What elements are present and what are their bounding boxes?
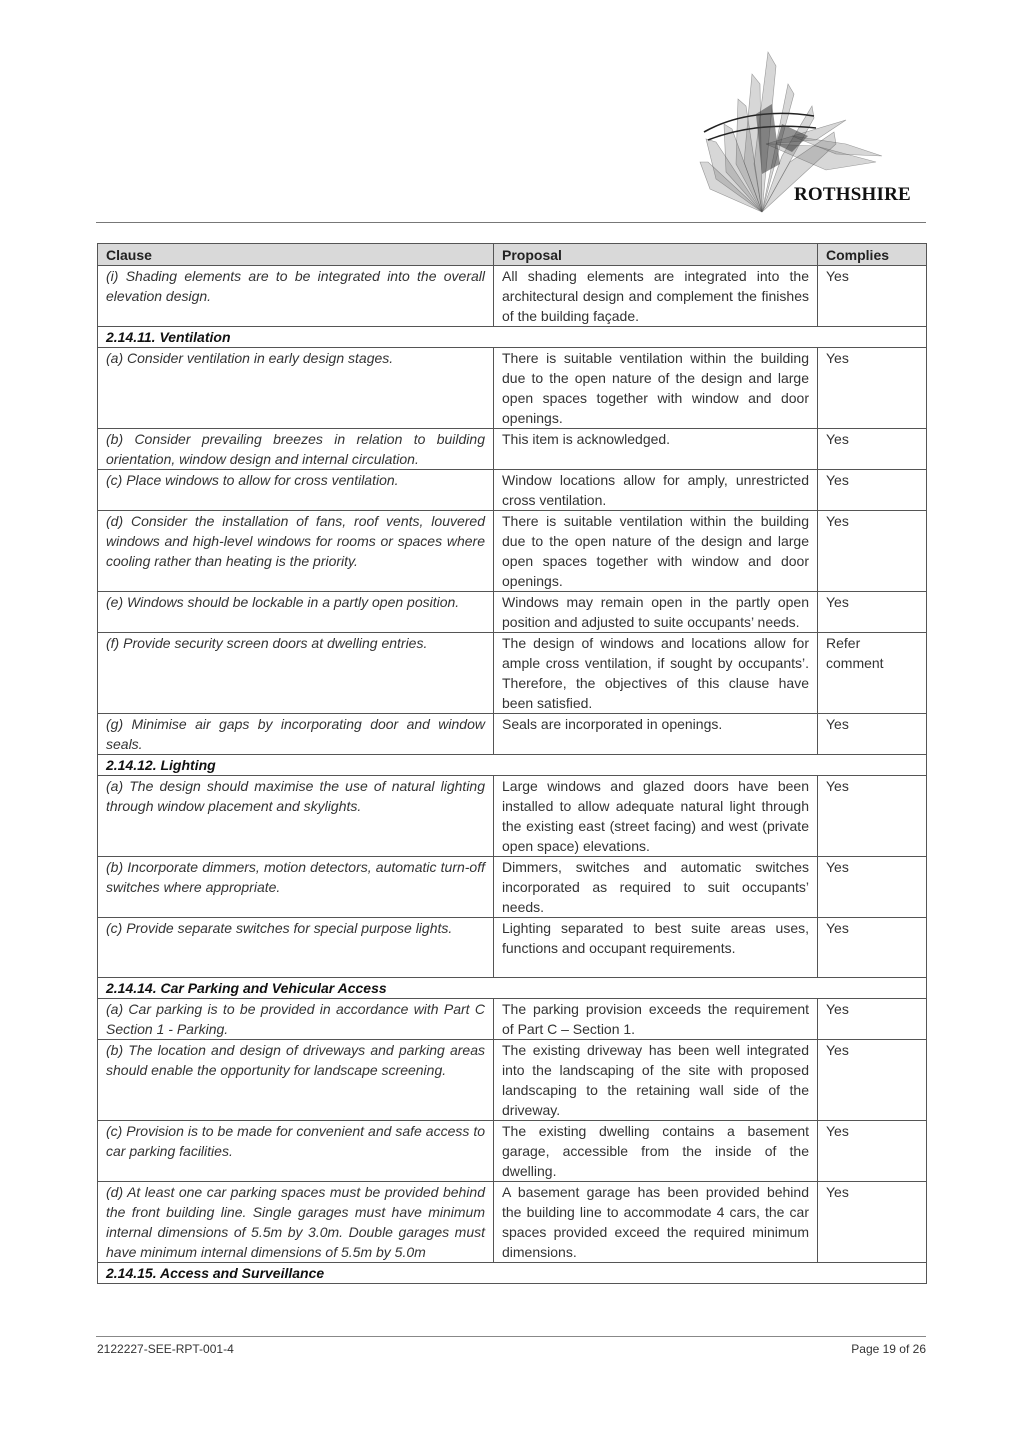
table-row — [98, 429, 927, 470]
complies-cell: Yes — [818, 1121, 927, 1182]
complies-cell: Yes — [818, 511, 927, 592]
table-row — [98, 1121, 927, 1182]
proposal-column-header: Proposal — [494, 244, 818, 266]
rothshire-logo — [696, 44, 926, 219]
complies-cell: Yes — [818, 429, 927, 470]
clause-cell: (b) Consider prevailing breezes in relation to building orientation, window design and internal circulation. — [98, 429, 494, 470]
proposal-cell: The parking provision exceeds the requirement of Part C – Section 1. — [494, 999, 818, 1040]
clause-cell: (c) Provide separate switches for special purpose lights. — [98, 918, 494, 978]
section-heading-row — [98, 978, 927, 999]
table-row — [98, 266, 927, 327]
clause-cell: (c) Place windows to allow for cross ventilation. — [98, 470, 494, 511]
complies-cell: Yes — [818, 592, 927, 633]
clause-cell: (d) Consider the installation of fans, roof vents, louvered windows and high-level windows for rooms or spaces where cooling rather than heating is the priority. — [98, 511, 494, 592]
table-row — [98, 470, 927, 511]
header-divider — [96, 222, 926, 223]
section-heading: 2.14.12. Lighting — [98, 755, 927, 776]
footer-divider — [96, 1336, 926, 1337]
proposal-cell: Lighting separated to best suite areas uses, functions and occupant requirements. — [494, 918, 818, 978]
complies-cell: Yes — [818, 999, 927, 1040]
table-row — [98, 918, 927, 978]
complies-cell: Yes — [818, 776, 927, 857]
table-header-row — [98, 244, 927, 266]
section-heading-row — [98, 755, 927, 776]
proposal-cell: There is suitable ventilation within the building due to the open nature of the design and large open spaces together with window and door openings. — [494, 348, 818, 429]
complies-column-header: Complies — [818, 244, 927, 266]
table-row — [98, 348, 927, 429]
clause-cell: (a) Car parking is to be provided in accordance with Part C Section 1 - Parking. — [98, 999, 494, 1040]
complies-cell: Yes — [818, 470, 927, 511]
clause-cell: (d) At least one car parking spaces must be provided behind the front building line. Single garages must have minimum internal dimensions of 5.5m by 3.0m. Double garages must have minimum internal dimensions of 5.5m by 5.0m — [98, 1182, 494, 1263]
section-heading: 2.14.11. Ventilation — [98, 327, 927, 348]
table-row — [98, 1040, 927, 1121]
clause-cell: (c) Provision is to be made for convenient and safe access to car parking facilities. — [98, 1121, 494, 1182]
complies-cell: Yes — [818, 918, 927, 978]
complies-cell: Yes — [818, 348, 927, 429]
complies-cell: Yes — [818, 1040, 927, 1121]
clause-cell: (g) Minimise air gaps by incorporating door and window seals. — [98, 714, 494, 755]
proposal-cell: A basement garage has been provided behind the building line to accommodate 4 cars, the car spaces provided exceed the required minimum dimensions. — [494, 1182, 818, 1263]
complies-cell: Yes — [818, 857, 927, 918]
clause-cell: (e) Windows should be lockable in a partly open position. — [98, 592, 494, 633]
brand-name: ROTHSHIRE — [794, 184, 911, 205]
proposal-cell: Dimmers, switches and automatic switches incorporated as required to suit occupants’ needs. — [494, 857, 818, 918]
section-heading-row — [98, 1263, 927, 1284]
clause-cell: (a) Consider ventilation in early design stages. — [98, 348, 494, 429]
table-row — [98, 999, 927, 1040]
proposal-cell: The existing dwelling contains a basement garage, accessible from the inside of the dwelling. — [494, 1121, 818, 1182]
clause-column-header: Clause — [98, 244, 494, 266]
section-heading: 2.14.15. Access and Surveillance — [98, 1263, 927, 1284]
clause-cell: (b) The location and design of driveways and parking areas should enable the opportunity for landscape screening. — [98, 1040, 494, 1121]
table-row — [98, 633, 927, 714]
complies-cell: Yes — [818, 714, 927, 755]
section-heading: 2.14.14. Car Parking and Vehicular Access — [98, 978, 927, 999]
proposal-cell: The design of windows and locations allow for ample cross ventilation, if sought by occupants’. Therefore, the objectives of this clause have been satisfied. — [494, 633, 818, 714]
proposal-cell: There is suitable ventilation within the building due to the open nature of the design and large open spaces together with window and door openings. — [494, 511, 818, 592]
proposal-cell: Windows may remain open in the partly open position and adjusted to suite occupants’ needs. — [494, 592, 818, 633]
proposal-cell: Large windows and glazed doors have been installed to allow adequate natural light through the existing east (street facing) and west (private open space) elevations. — [494, 776, 818, 857]
clause-cell: (i) Shading elements are to be integrated into the overall elevation design. — [98, 266, 494, 327]
table-row — [98, 511, 927, 592]
proposal-cell: This item is acknowledged. — [494, 429, 818, 470]
document-reference: 2122227-SEE-RPT-001-4 — [97, 1342, 234, 1356]
compliance-table — [97, 243, 927, 1284]
proposal-cell: Seals are incorporated in openings. — [494, 714, 818, 755]
table-row — [98, 1182, 927, 1263]
table-body — [98, 266, 927, 1284]
clause-cell: (b) Incorporate dimmers, motion detectors, automatic turn-off switches where appropriate. — [98, 857, 494, 918]
section-heading-row — [98, 327, 927, 348]
table-row — [98, 857, 927, 918]
table-row — [98, 714, 927, 755]
complies-cell: Refer comment — [818, 633, 927, 714]
clause-cell: (a) The design should maximise the use of natural lighting through window placement and skylights. — [98, 776, 494, 857]
proposal-cell: Window locations allow for amply, unrestricted cross ventilation. — [494, 470, 818, 511]
proposal-cell: The existing driveway has been well integrated into the landscaping of the site with proposed landscaping to the retaining wall side of the driveway. — [494, 1040, 818, 1121]
clause-cell: (f) Provide security screen doors at dwelling entries. — [98, 633, 494, 714]
table-row — [98, 776, 927, 857]
complies-cell: Yes — [818, 1182, 927, 1263]
page-number: Page 19 of 26 — [851, 1342, 926, 1356]
complies-cell: Yes — [818, 266, 927, 327]
proposal-cell: All shading elements are integrated into the architectural design and complement the finishes of the building façade. — [494, 266, 818, 327]
table-row — [98, 592, 927, 633]
